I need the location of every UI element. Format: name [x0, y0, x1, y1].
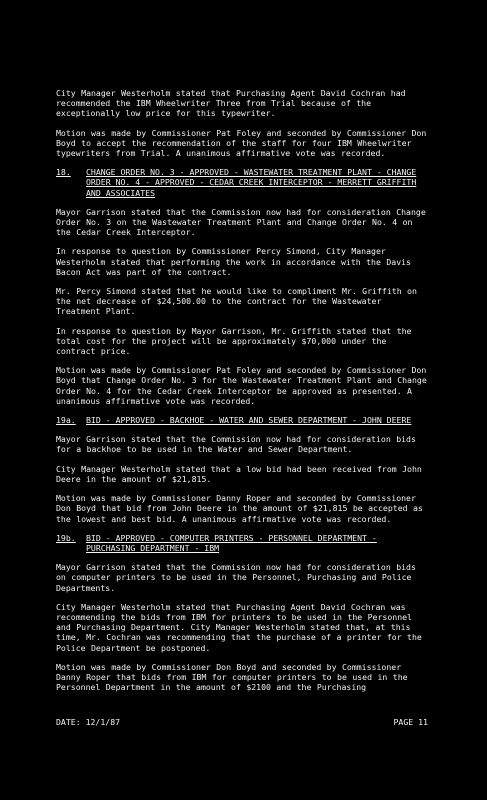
paragraph: Mayor Garrison stated that the Commission now had for consideration Change Order No. 3 on the Wastewater Treatment Plant and Change Order No. 4 on the Cedar Creek Interceptor. — [56, 206, 426, 238]
footer-page-number: PAGE 11 — [393, 717, 428, 727]
paragraph: In response to question by Commissioner Percy Simond, City Manager Westerholm stated that performing the work in accordance with the Davis Bacon Act was part of the contract. — [56, 246, 411, 277]
section-title: CHANGE ORDER NO. 3 - APPROVED - WASTEWATER TREATMENT PLANT - CHANGE ORDER NO. 4 - APPROVED - CEDAR CREEK INTERCEPTOR - MERRETT GRIFFITH AND ASSOCIATES — [86, 167, 417, 198]
section-number: 19b. — [56, 532, 76, 543]
section-number: 18. — [56, 167, 71, 178]
paragraph: Motion was made by Commissioner Danny Roper and seconded by Commissioner Don Boyd that bid from John Deere in the amount of $21,815 be accepted as the lowest and best bid. A unanimous affirmative vote was recorded. — [56, 493, 423, 524]
section-number: 19a. — [56, 415, 76, 426]
document-body — [56, 88, 428, 701]
page-footer — [56, 717, 428, 727]
paragraph: Motion was made by Commissioner Pat Foley and seconded by Commissioner Don Boyd to accept the recommendation of the staff for four IBM Wheelwriter typewriters from Trial. A unanimous affirmative vote was recorded. — [56, 127, 427, 159]
paragraph: Motion was made by Commissioner Pat Foley and seconded by Commissioner Don Boyd that Change Order No. 3 for the Wastewater Treatment Plant and Change Order No. 4 for the Cedar Creek Interceptor be approved as presented. A unanimous affirmative vote was recorded. — [56, 365, 427, 406]
paragraph: Mayor Garrison stated that the Commission now had for consideration bids on computer printers to be used in the Personnel, Purchasing and Police Departments. — [56, 562, 416, 593]
paragraph: Mayor Garrison stated that the Commission now had for consideration bids for a backhoe to be used in the Water and Sewer Department. — [56, 434, 416, 455]
paragraph: In response to question by Mayor Garrison, Mr. Griffith stated that the total cost for the project will be approximately $70,000 under the contract price. — [56, 325, 412, 357]
section-heading-19b — [56, 533, 428, 553]
section-heading-18 — [56, 167, 428, 198]
footer-date: DATE: 12/1/87 — [56, 717, 121, 727]
section-heading-19a — [56, 415, 428, 425]
section-title: BID - APPROVED - BACKHOE - WATER AND SEWER DEPARTMENT - JOHN DEERE — [86, 415, 412, 426]
paragraph: Mr. Percy Simond stated that he would like to compliment Mr. Griffith on the net decrease of $24,500.00 to the contract for the Wastewater Treatment Plant. — [56, 286, 417, 317]
section-title: BID - APPROVED - COMPUTER PRINTERS - PERSONNEL DEPARTMENT - PURCHASING DEPARTMENT - IBM — [86, 532, 377, 553]
paragraph: Motion was made by Commissioner Don Boyd and seconded by Commissioner Danny Roper that bids from IBM for computer printers to be used in the Personnel Department in the amount of $2100 and the Purchasing — [56, 661, 408, 693]
paragraph: City Manager Westerholm stated that Purchasing Agent David Cochran was recommending the bids from IBM for printers to be used in the Personnel and Purchasing Department. City Manager Westerholm stated that, at this time, Mr. Cochran was recommending that the purchase of a printer for the Police Department be postponed. — [56, 601, 422, 653]
paragraph: City Manager Westerholm stated that Purchasing Agent David Cochran had recommended the IBM Wheelwriter Three from Trial because of the exceptionally low price for this typewriter. — [56, 88, 406, 119]
paragraph: City Manager Westerholm stated that a low bid had been received from John Deere in the amount of $21,815. — [56, 463, 422, 484]
